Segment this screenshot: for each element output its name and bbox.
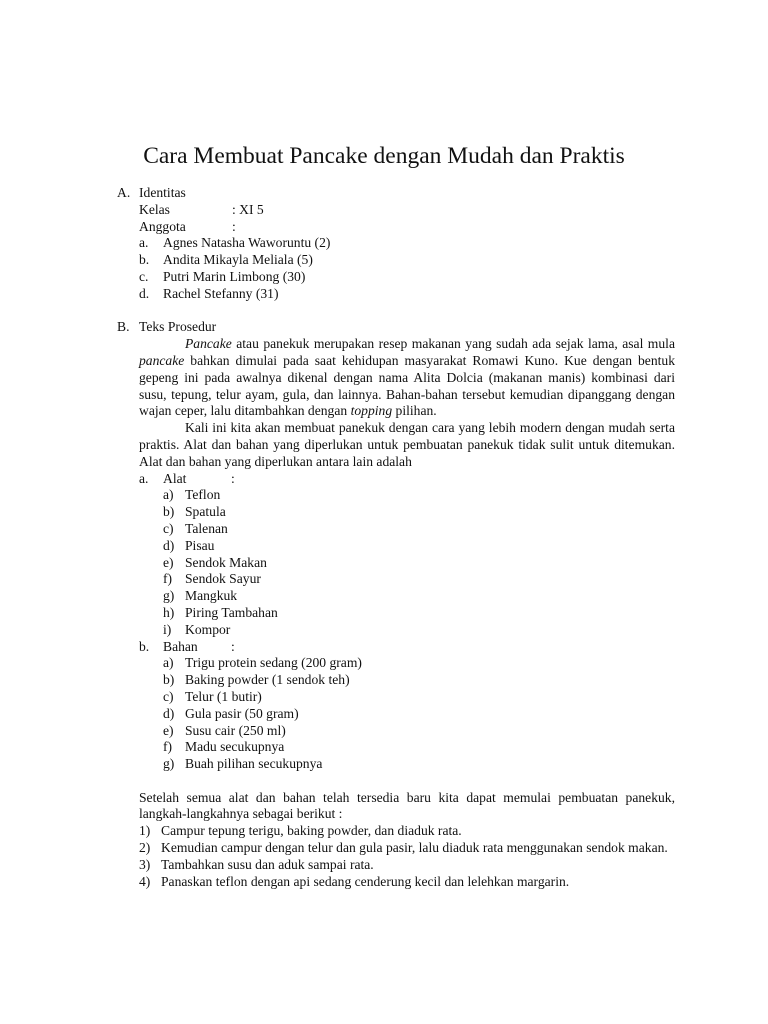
member-item bbox=[117, 286, 675, 303]
ingredient-item bbox=[117, 723, 675, 740]
page-title: Cara Membuat Pancake dengan Mudah dan Praktis bbox=[143, 143, 625, 169]
tool-item bbox=[117, 504, 675, 521]
member-item bbox=[117, 235, 675, 252]
step-marker: 2) bbox=[139, 840, 151, 856]
tool-marker: e) bbox=[163, 554, 174, 570]
spacer bbox=[117, 303, 675, 320]
section-a-marker: A. bbox=[117, 185, 131, 200]
tool-marker: f) bbox=[163, 571, 173, 587]
member-marker: d. bbox=[139, 285, 150, 301]
tool-name: Talenan bbox=[185, 520, 228, 536]
tool-marker: g) bbox=[163, 588, 175, 604]
tool-marker: h) bbox=[163, 604, 175, 620]
ingredient-name: Susu cair (250 ml) bbox=[185, 722, 286, 738]
ingredient-marker: a) bbox=[163, 655, 174, 671]
step-text: Tambahkan susu dan aduk sampai rata. bbox=[161, 856, 374, 872]
spacer bbox=[117, 773, 675, 790]
paragraph-text: pilihan. bbox=[392, 403, 437, 419]
ingredient-name: Trigu protein sedang (200 gram) bbox=[185, 655, 362, 671]
steps-list bbox=[139, 823, 675, 890]
anggota-label: Anggota bbox=[139, 218, 186, 234]
anggota-colon: : bbox=[232, 218, 236, 234]
member-item bbox=[117, 252, 675, 269]
step-item bbox=[139, 840, 675, 857]
tool-item bbox=[117, 588, 675, 605]
italic-term: pancake bbox=[139, 352, 185, 368]
ingredient-item bbox=[117, 706, 675, 723]
tool-name: Spatula bbox=[185, 504, 226, 520]
ingredient-name: Madu secukupnya bbox=[185, 739, 285, 755]
tool-item bbox=[117, 487, 675, 504]
section-a-heading bbox=[117, 185, 675, 202]
tool-marker: c) bbox=[163, 520, 174, 536]
alat-marker: a. bbox=[139, 470, 149, 486]
step-text: Panaskan teflon dengan api sedang cenderung kecil dan lelehkan margarin. bbox=[161, 873, 570, 889]
bahan-colon: : bbox=[231, 638, 235, 654]
ingredient-name: Gula pasir (50 gram) bbox=[185, 705, 299, 721]
ingredient-name: Telur (1 butir) bbox=[185, 688, 262, 704]
bahan-marker: b. bbox=[139, 638, 150, 654]
alat-label: Alat bbox=[163, 470, 187, 486]
member-name: Rachel Stefanny (31) bbox=[163, 285, 279, 301]
member-marker: a. bbox=[139, 235, 149, 251]
ingredient-marker: b) bbox=[163, 672, 175, 688]
ingredient-name: Baking powder (1 sendok teh) bbox=[185, 672, 350, 688]
tool-name: Mangkuk bbox=[185, 588, 238, 604]
tool-marker: b) bbox=[163, 504, 175, 520]
tool-name: Sendok Sayur bbox=[185, 571, 261, 587]
kelas-value: : XI 5 bbox=[232, 201, 264, 217]
member-marker: b. bbox=[139, 252, 150, 268]
paragraph-text: atau panekuk merupakan resep makanan yang sudah ada sejak lama, asal mula bbox=[231, 336, 675, 352]
ingredient-marker: f) bbox=[163, 739, 173, 755]
member-name: Putri Marin Limbong (30) bbox=[163, 268, 306, 284]
member-item bbox=[117, 269, 675, 286]
section-b-marker: B. bbox=[117, 319, 130, 335]
intro-paragraph bbox=[139, 336, 675, 420]
paragraph-text: bahkan dimulai pada saat kehidupan masyarakat Romawi Kuno. Kue dengan bentuk gepeng ini pada awalnya dikenal dengan nama Alita Dolcia (makanan manis) kombinasi dari susu, tepung, telur ayam, gula, dan lainnya. Bahan-bahan tersebut kemudian dipanggang dengan wajan ceper, lalu ditambahkan dengan bbox=[139, 352, 675, 419]
anggota-row bbox=[117, 219, 675, 236]
member-name: Agnes Natasha Waworuntu (2) bbox=[163, 235, 331, 251]
tools-intro-paragraph: Kali ini kita akan membuat panekuk dengan cara yang lebih modern dengan mudah serta praktis. Alat dan bahan yang diperlukan untuk pembuatan panekuk tidak sulit untuk ditemukan. Alat dan bahan yang diperlukan antara lain adalah bbox=[139, 420, 675, 469]
tool-name: Kompor bbox=[185, 621, 231, 637]
bahan-heading bbox=[117, 639, 675, 656]
step-marker: 4) bbox=[139, 873, 151, 889]
document-body bbox=[117, 185, 675, 890]
tool-item bbox=[117, 605, 675, 622]
ingredient-item bbox=[117, 739, 675, 756]
tool-marker: d) bbox=[163, 537, 175, 553]
steps-intro-paragraph: Setelah semua alat dan bahan telah tersedia baru kita dapat memulai pembuatan panekuk, langkah-langkahnya sebagai berikut : bbox=[139, 789, 675, 822]
ingredient-marker: e) bbox=[163, 722, 174, 738]
tool-name: Teflon bbox=[185, 487, 221, 503]
tool-marker: i) bbox=[163, 621, 172, 637]
ingredient-item bbox=[117, 756, 675, 773]
ingredient-marker: c) bbox=[163, 688, 174, 704]
member-name: Andita Mikayla Meliala (5) bbox=[163, 252, 313, 268]
italic-term: topping bbox=[350, 403, 393, 419]
ingredient-marker: g) bbox=[163, 756, 175, 772]
kelas-row bbox=[117, 202, 675, 219]
ingredient-item bbox=[117, 655, 675, 672]
section-a-title: Identitas bbox=[139, 185, 186, 200]
tool-name: Piring Tambahan bbox=[185, 604, 278, 620]
step-item bbox=[139, 857, 675, 874]
ingredient-item bbox=[117, 689, 675, 706]
section-b-heading bbox=[117, 319, 675, 336]
alat-colon: : bbox=[231, 470, 235, 486]
tool-name: Sendok Makan bbox=[185, 554, 267, 570]
bahan-label: Bahan bbox=[163, 638, 198, 654]
ingredient-name: Buah pilihan secukupnya bbox=[185, 756, 323, 772]
tool-item bbox=[117, 555, 675, 572]
kelas-label: Kelas bbox=[139, 201, 170, 217]
step-item bbox=[139, 874, 675, 891]
tool-item bbox=[117, 521, 675, 538]
step-text: Kemudian campur dengan telur dan gula pasir, lalu diaduk rata menggunakan sendok makan. bbox=[161, 840, 668, 856]
step-item bbox=[139, 823, 675, 840]
ingredient-marker: d) bbox=[163, 705, 175, 721]
step-marker: 3) bbox=[139, 856, 151, 872]
italic-term: Pancake bbox=[185, 336, 232, 352]
tool-name: Pisau bbox=[185, 537, 215, 553]
tool-marker: a) bbox=[163, 487, 174, 503]
ingredient-item bbox=[117, 672, 675, 689]
step-marker: 1) bbox=[139, 823, 151, 839]
section-b-title: Teks Prosedur bbox=[139, 319, 217, 335]
step-text: Campur tepung terigu, baking powder, dan diaduk rata. bbox=[161, 823, 462, 839]
tool-item bbox=[117, 571, 675, 588]
alat-heading bbox=[117, 471, 675, 488]
tool-item bbox=[117, 538, 675, 555]
tool-item bbox=[117, 622, 675, 639]
member-marker: c. bbox=[139, 268, 149, 284]
